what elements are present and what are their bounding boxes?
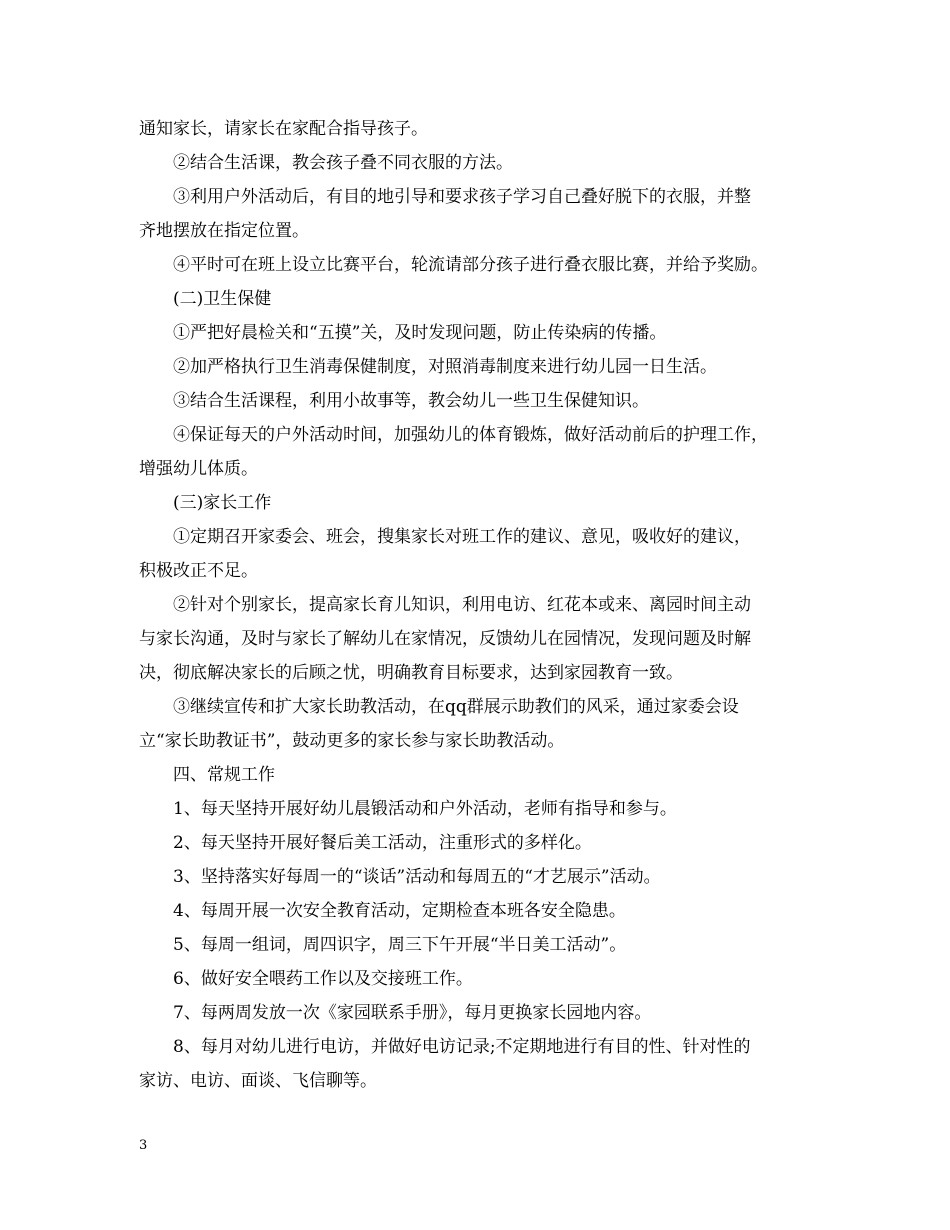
text-line: 4、每周开展一次安全教育活动，定期检查本班各安全隐患。 <box>173 901 626 921</box>
text-line: 2、每天坚持开展好餐后美工活动，注重形式的多样化。 <box>173 833 592 853</box>
text-line: ④平时可在班上设立比赛平台，轮流请部分孩子进行叠衣服比赛，并给予奖励。 <box>173 255 768 275</box>
text-line: ①严把好晨检关和“五摸”关，及时发现问题，防止传染病的传播。 <box>173 323 667 343</box>
page-number: 3 <box>139 1138 148 1153</box>
text-line: 5、每周一组词，周四识字，周三下午开展“半日美工活动”。 <box>173 935 627 955</box>
text-line: 8、每月对幼儿进行电访，并做好电访记录;不定期地进行有目的性、针对性的 <box>173 1037 751 1057</box>
text-line: 与家长沟通，及时与家长了解幼儿在家情况，反馈幼儿在园情况，发现问题及时解 <box>139 629 751 649</box>
text-line: ③继续宣传和扩大家长助教活动，在qq群展示助教们的风采，通过家委会设 <box>173 697 739 717</box>
text-line: 齐地摆放在指定位置。 <box>139 221 309 241</box>
text-line: ②结合生活课，教会孩子叠不同衣服的方法。 <box>173 153 513 173</box>
text-line: ①定期召开家委会、班会，搜集家长对班工作的建议、意见，吸收好的建议， <box>173 527 751 547</box>
text-line: 3、坚持落实好每周一的“谈话”活动和每周五的“才艺展示”活动。 <box>173 867 661 887</box>
text-line: ②加严格执行卫生消毒保健制度，对照消毒制度来进行幼儿园一日生活。 <box>173 357 717 377</box>
text-line: ③利用户外活动后，有目的地引导和要求孩子学习自己叠好脱下的衣服，并整 <box>173 187 751 207</box>
text-line: ④保证每天的户外活动时间，加强幼儿的体育锻炼，做好活动前后的护理工作， <box>173 425 768 445</box>
text-line: 决，彻底解决家长的后顾之忧，明确教育目标要求，达到家园教育一致。 <box>139 663 683 683</box>
document-body <box>139 112 823 1098</box>
text-line: 积极改正不足。 <box>139 561 258 581</box>
text-line: 增强幼儿体质。 <box>139 459 258 479</box>
section-heading: 四、常规工作 <box>173 765 275 785</box>
text-line: 1、每天坚持开展好幼儿晨锻活动和户外活动，老师有指导和参与。 <box>173 799 677 819</box>
text-line: 7、每两周发放一次《家园联系手册》，每月更换家长园地内容。 <box>173 1003 652 1023</box>
text-line: 家访、电访、面谈、飞信聊等。 <box>139 1071 377 1091</box>
text-line: 立“家长助教证书”，鼓动更多的家长参与家长助教活动。 <box>139 731 565 751</box>
text-line: 通知家长，请家长在家配合指导孩子。 <box>139 119 428 139</box>
text-line: ③结合生活课程，利用小故事等，教会幼儿一些卫生保健知识。 <box>173 391 649 411</box>
section-heading: (二)卫生保健 <box>173 289 272 309</box>
text-line: ②针对个别家长，提高家长育儿知识，利用电访、红花本或来、离园时间主动 <box>173 595 751 615</box>
section-heading: (三)家长工作 <box>173 493 272 513</box>
text-line: 6、做好安全喂药工作以及交接班工作。 <box>173 969 473 989</box>
